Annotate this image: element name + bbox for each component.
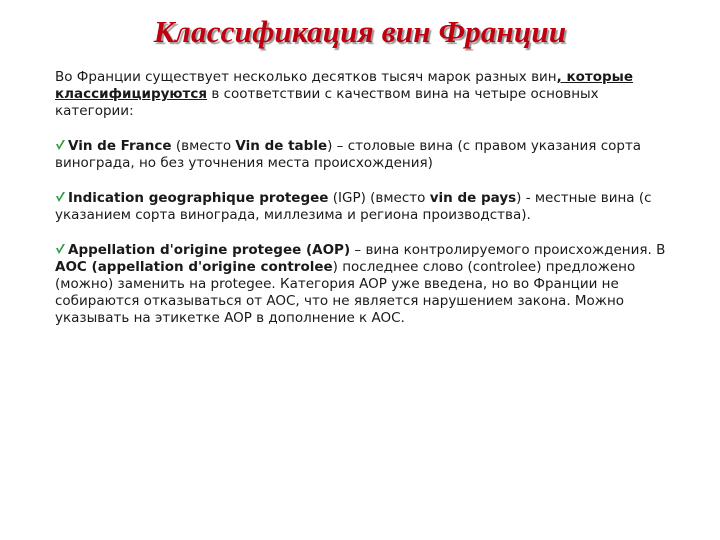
bullet-3-bold-2: AOC (appellation d'origine controlee [55, 259, 333, 275]
intro-text-2: в соответствии с качеством вина на четыре основных категории: [55, 86, 599, 119]
bullet-2-text-2: ) - местные вина (с указанием сорта винограда, миллезима и региона производства). [55, 190, 652, 223]
bullet-3-bold-1: Appellation d'origine protegee (AOP) [68, 242, 351, 258]
slide-body [55, 69, 675, 327]
checkmark-bullet-icon [55, 139, 66, 151]
bullet-2-bold-1: Indication geographique protegee [68, 190, 329, 206]
checkmark-bullet-icon [55, 243, 66, 255]
bullet-3-text-1: – вина контролируемого происхождения. В [350, 242, 666, 258]
intro-paragraph [55, 69, 675, 120]
intro-emphasis: , которые классифицируются [55, 69, 634, 102]
intro-text-1: Во Франции существует несколько десятков тысяч марок разных вин [55, 69, 557, 85]
checkmark-bullet-icon [55, 191, 66, 203]
bullet-1-text-2: ) – столовые вина (с правом указания сорта винограда, но без уточнения места происхождения) [55, 138, 642, 171]
bullet-item-3 [55, 242, 675, 327]
bullet-2-text-1: (IGP) (вместо [328, 190, 430, 206]
bullet-1-text-1: (вместо [171, 138, 236, 154]
bullet-2-bold-2: vin de pays [429, 190, 517, 206]
bullet-3-text-2: ) последнее слово (controlee) предложено (можно) заменить на protegee. Категория AOP уже введена, но во Франции не собираются отказываться от AOC, что не является нарушением закона. Можно указывать на этикетке AOP в дополнение к AOC. [55, 259, 636, 326]
slide-title: Классификация вин Франции [153, 14, 567, 49]
bullet-item-2 [55, 190, 675, 224]
bullet-1-bold-1: Vin de France [68, 138, 172, 154]
bullet-item-1 [55, 138, 675, 172]
bullet-1-bold-2: Vin de table [235, 138, 328, 154]
